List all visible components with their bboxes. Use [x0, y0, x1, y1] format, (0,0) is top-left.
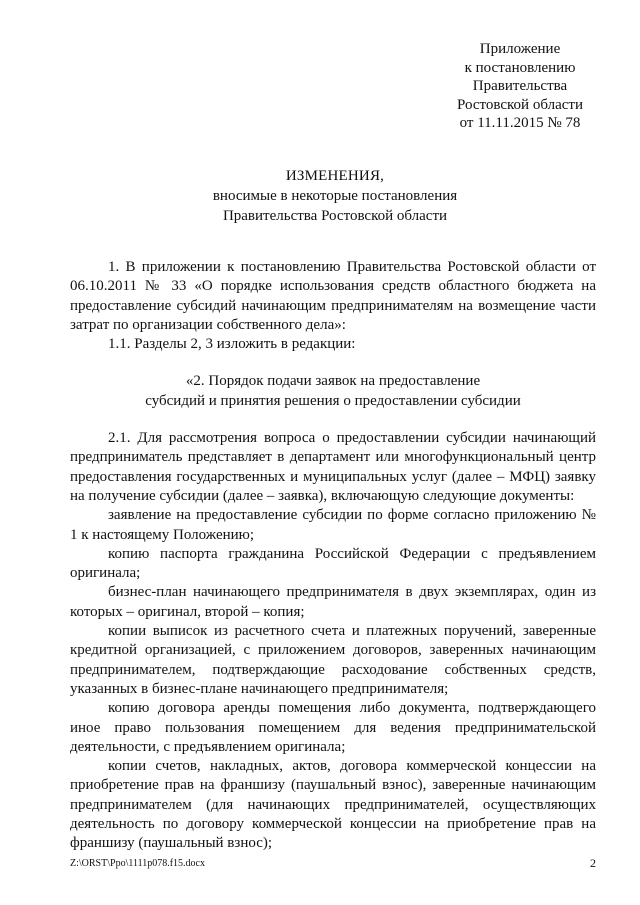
appendix-line: к постановлению [464, 59, 576, 76]
paragraph: заявление на предоставление субсидии по форме согласно приложению № 1 к настоящему Положению; [70, 507, 596, 543]
section-heading [70, 372, 596, 411]
section-heading-line: «2. Порядок подачи заявок на предоставление [185, 373, 481, 390]
section-heading-line: субсидий и принятия решения о предоставлении субсидии [145, 392, 521, 409]
paragraph: копию договора аренды помещения либо документа, подтверждающего иное право пользования помещением для ведения предпринимательской деятельности, с предъявлением оригинала; [70, 700, 596, 755]
document-body [70, 258, 596, 854]
paragraph: копию паспорта гражданина Российской Федерации с предъявлением оригинала; [70, 545, 596, 582]
appendix-line: Приложение [479, 41, 561, 57]
page-number: 2 [590, 856, 596, 870]
paragraph: копии выписок из расчетного счета и платежных поручений, заверенные кредитной организацией, с приложением договоров, заверенных начинающим предпринимателем, подтверждающие расходование собственных средств, указанных в бизнес-плане начинающего предпринимателя; [70, 623, 596, 697]
paragraph: 1.1. Разделы 2, 3 изложить в редакции: [108, 336, 356, 353]
paragraph: копии счетов, накладных, актов, договора коммерческой концессии на приобретение прав на франшизу (паушальный взнос), заверенные начинающим предпринимателем (для начинающих предпринимателей, осуществляющих деятельность по договору коммерческой концессии на приобретение прав на франшизу (паушальный взнос); [70, 758, 596, 852]
appendix-line: Правительства [472, 78, 568, 94]
appendix-line: от 11.11.2015 № 78 [459, 115, 581, 131]
title-block [70, 166, 600, 226]
document-subtitle: вносимые в некоторые постановления [212, 188, 458, 204]
appendix-line: Ростовской области [457, 96, 583, 113]
footer-file-path: Z:\ORST\Ppo\1111p078.f15.docx [70, 858, 205, 869]
document-subtitle: Правительства Ростовской области [222, 208, 448, 224]
paragraph: 1. В приложении к постановлению Правительства Ростовской области от 06.10.2011 № 33 «О порядке использования средств областного бюджета на предоставление субсидий начинающим предпринимателям на возмещение части затрат по организации собственного дела»: [70, 259, 596, 333]
paragraph: 2.1. Для рассмотрения вопроса о предоставлении субсидии начинающий предприниматель представляет в департамент или многофункциональный центр предоставления государственных и муниципальных услуг (далее – МФЦ) заявку на получение субсидии (далее – заявка), включающую следующие документы: [70, 430, 596, 504]
paragraph: бизнес-план начинающего предпринимателя в двух экземплярах, один из которых – оригинал, второй – копия; [70, 584, 596, 620]
appendix-block [420, 40, 620, 133]
document-title: ИЗМЕНЕНИЯ, [285, 168, 385, 184]
